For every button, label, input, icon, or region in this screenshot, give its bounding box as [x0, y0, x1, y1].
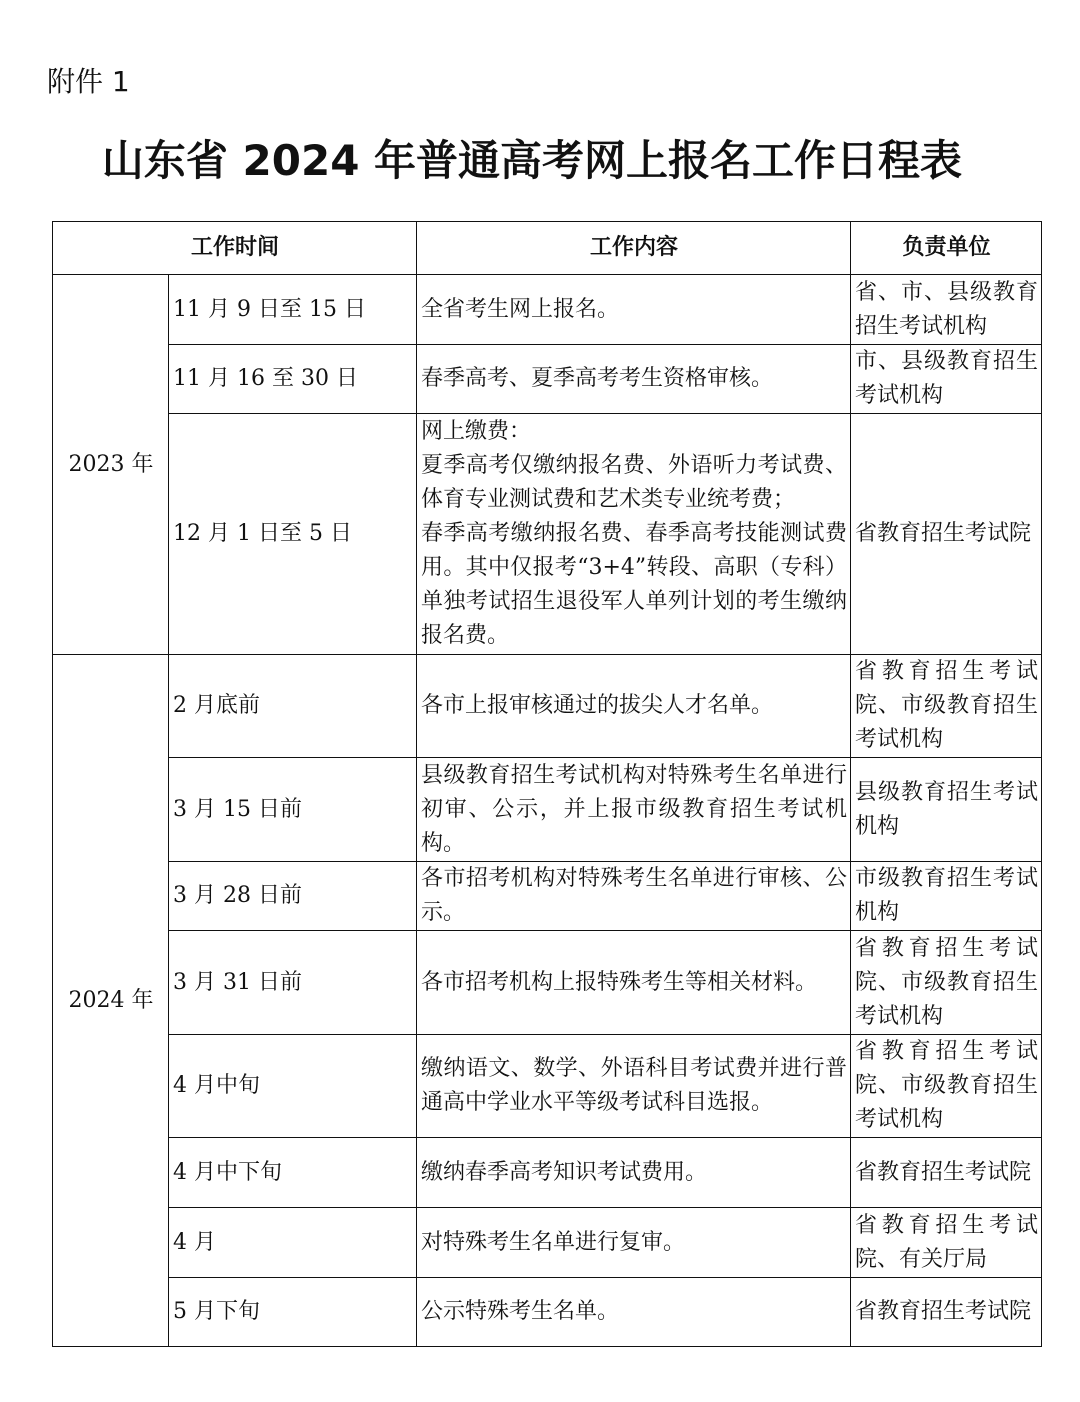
- unit-cell: 省、市、县级教育招生考试机构: [851, 275, 1042, 345]
- page-title: 山东省 2024 年普通高考网上报名工作日程表: [101, 136, 963, 185]
- time-cell: 12 月 1 日至 5 日: [169, 414, 417, 655]
- unit-cell: 省教育招生考试院、市级教育招生考试机构: [851, 931, 1042, 1035]
- table-row: [53, 1278, 1042, 1347]
- time-cell: 5 月下旬: [169, 1278, 417, 1347]
- content-cell: 全省考生网上报名。: [417, 275, 851, 345]
- content-line: 春季高考缴纳报名费、春季高考技能测试费用。其中仅报考“3+4”转段、高职（专科）单独考试招生退役军人单列计划的考生缴纳报名费。: [421, 521, 848, 648]
- content-cell: 县级教育招生考试机构对特殊考生名单进行初审、公示，并上报市级教育招生考试机构。: [417, 758, 851, 862]
- table-row: [53, 931, 1042, 1035]
- table-row: [53, 275, 1042, 345]
- time-cell: 3 月 28 日前: [169, 862, 417, 931]
- content-cell: 各市上报审核通过的拔尖人才名单。: [417, 655, 851, 758]
- header-unit: 负责单位: [851, 222, 1042, 275]
- time-cell: 4 月: [169, 1208, 417, 1278]
- attachment-label: 附件 1: [47, 65, 130, 98]
- header-time: 工作时间: [53, 222, 417, 275]
- year-cell: 2024 年: [53, 655, 169, 1347]
- content-cell: 公示特殊考生名单。: [417, 1278, 851, 1347]
- time-cell: 4 月中下旬: [169, 1138, 417, 1208]
- table-row: [53, 1035, 1042, 1138]
- unit-cell: 省教育招生考试院、有关厅局: [851, 1208, 1042, 1278]
- unit-cell: 省教育招生考试院、市级教育招生考试机构: [851, 1035, 1042, 1138]
- time-cell: 3 月 15 日前: [169, 758, 417, 862]
- time-cell: 2 月底前: [169, 655, 417, 758]
- content-cell: 缴纳春季高考知识考试费用。: [417, 1138, 851, 1208]
- time-cell: 3 月 31 日前: [169, 931, 417, 1035]
- content-cell: 各市招考机构上报特殊考生等相关材料。: [417, 931, 851, 1035]
- year-cell: 2023 年: [53, 275, 169, 655]
- content-cell: 春季高考、夏季高考考生资格审核。: [417, 345, 851, 414]
- table-row: [53, 655, 1042, 758]
- time-cell: 11 月 9 日至 15 日: [169, 275, 417, 345]
- content-line: 夏季高考仅缴纳报名费、外语听力考试费、体育专业测试费和艺术类专业统考费；: [421, 453, 848, 512]
- table-row: [53, 1138, 1042, 1208]
- table-row: [53, 862, 1042, 931]
- table-row: [53, 414, 1042, 655]
- unit-cell: 市、县级教育招生考试机构: [851, 345, 1042, 414]
- header-content: 工作内容: [417, 222, 851, 275]
- content-cell: [417, 414, 851, 655]
- unit-cell: 省教育招生考试院、市级教育招生考试机构: [851, 655, 1042, 758]
- table-row: [53, 345, 1042, 414]
- unit-cell: 省教育招生考试院: [851, 414, 1042, 655]
- time-cell: 4 月中旬: [169, 1035, 417, 1138]
- content-line: 网上缴费：: [421, 419, 532, 444]
- content-cell: 对特殊考生名单进行复审。: [417, 1208, 851, 1278]
- unit-cell: 县级教育招生考试机构: [851, 758, 1042, 862]
- table-row: [53, 1208, 1042, 1278]
- unit-cell: 省教育招生考试院: [851, 1138, 1042, 1208]
- content-cell: 缴纳语文、数学、外语科目考试费并进行普通高中学业水平等级考试科目选报。: [417, 1035, 851, 1138]
- time-cell: 11 月 16 至 30 日: [169, 345, 417, 414]
- table-row: [53, 758, 1042, 862]
- unit-cell: 省教育招生考试院: [851, 1278, 1042, 1347]
- content-cell: 各市招考机构对特殊考生名单进行审核、公示。: [417, 862, 851, 931]
- table-header-row: [53, 222, 1042, 275]
- schedule-table: [52, 221, 1042, 1347]
- unit-cell: 市级教育招生考试机构: [851, 862, 1042, 931]
